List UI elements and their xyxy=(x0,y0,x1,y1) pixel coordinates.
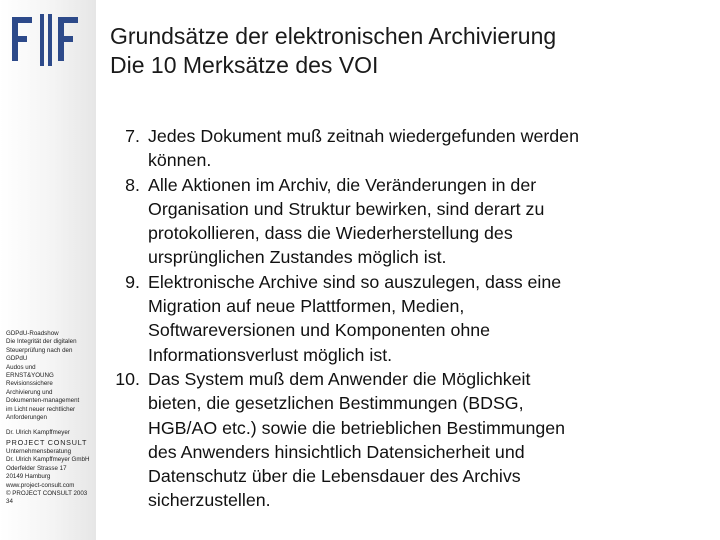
sidebar-desc-line: im Licht neuer rechtlicher xyxy=(6,405,76,413)
item-text xyxy=(148,367,715,513)
item-text-line: Softwareversionen und Komponenten ohne xyxy=(148,320,491,341)
item-number: 7. xyxy=(125,126,140,146)
title-line: Grundsätze der elektronischen Archivierung xyxy=(110,23,557,49)
subtitle-line: Die 10 Merksätze des VOI xyxy=(110,52,379,78)
sidebar-desc-line: GDPdU xyxy=(6,355,28,363)
item-text-line: Das System muß dem Anwender die Möglichkeit xyxy=(148,368,531,389)
item-text-line: können. xyxy=(148,150,212,171)
item-number: 9. xyxy=(125,271,140,292)
item-text xyxy=(148,173,715,270)
project-consult-logo-icon xyxy=(10,14,80,66)
item-text-line: sicherzustellen. xyxy=(148,490,271,511)
item-text-line: Informationsverlust möglich ist. xyxy=(148,344,393,365)
sidebar-desc-line: Archivierung und xyxy=(6,388,53,396)
sidebar-desc-line: ERNST&YOUNG xyxy=(6,372,54,380)
street-address: Oderfelder Strasse 17 xyxy=(6,464,67,472)
sidebar-info xyxy=(6,330,94,507)
copyright: © PROJECT CONSULT 2003 xyxy=(6,489,88,497)
company-name: Dr. Ulrich Kampffmeyer GmbH xyxy=(6,456,90,464)
item-text-line: HGB/AO etc.) sowie die betrieblichen Bestimmungen xyxy=(148,417,566,438)
sidebar-desc-line: Dokumenten-management xyxy=(6,397,80,405)
item-text xyxy=(148,270,715,367)
item-text-line: Jedes Dokument muß zeitnah wiedergefunden werden xyxy=(148,126,579,146)
list-item xyxy=(110,124,715,173)
item-text-line: Datenschutz über die Lebensdauer des Archivs xyxy=(148,466,521,487)
item-number: 10. xyxy=(115,368,140,389)
item-text-line: Alle Aktionen im Archiv, die Veränderungen in der xyxy=(148,174,537,195)
item-text-line: Elektronische Archive sind so auszulegen, dass eine xyxy=(148,271,562,292)
item-text-line: protokollieren, dass die Wiederherstellung des xyxy=(148,223,513,244)
city-address: 20149 Hamburg xyxy=(6,473,51,481)
list-item xyxy=(110,173,715,270)
brand-tagline: Unternehmensberatung xyxy=(6,447,72,455)
sidebar-desc-line: Steuerprüfung nach den xyxy=(6,346,73,354)
list-item xyxy=(110,270,715,367)
brand-name: PROJECT CONSULT xyxy=(6,437,88,447)
item-text-line: Migration auf neue Plattformen, Medien, xyxy=(148,296,465,317)
roadshow-heading: GDPdU-Roadshow xyxy=(6,330,59,337)
page-number: 34 xyxy=(6,498,13,506)
author-name: Dr. Ulrich Kampffmeyer xyxy=(6,429,70,437)
item-text-line: des Anwenders hinsichtlich Datensicherheit und xyxy=(148,441,525,462)
sidebar xyxy=(0,0,96,540)
list-item xyxy=(110,367,715,513)
website-link[interactable]: www.project-consult.com xyxy=(6,481,75,489)
sidebar-desc-line: Anforderungen xyxy=(6,414,47,422)
sidebar-desc-line: Die Integrität der digitalen xyxy=(6,338,77,346)
sidebar-desc-line: Audos und xyxy=(6,363,36,371)
item-text-line: ursprünglichen Zustandes möglich ist. xyxy=(148,247,447,268)
slide-title xyxy=(110,22,710,80)
merksaetze-list xyxy=(110,124,715,513)
item-text-line: bieten, die gesetzlichen Bestimmungen (BDSG, xyxy=(148,393,524,414)
item-text xyxy=(148,124,715,173)
item-text-line: Organisation und Struktur bewirken, sind derart zu xyxy=(148,198,545,219)
spacer xyxy=(6,422,94,429)
sidebar-desc-line: Revisionssichere xyxy=(6,380,53,388)
item-number: 8. xyxy=(125,174,140,195)
